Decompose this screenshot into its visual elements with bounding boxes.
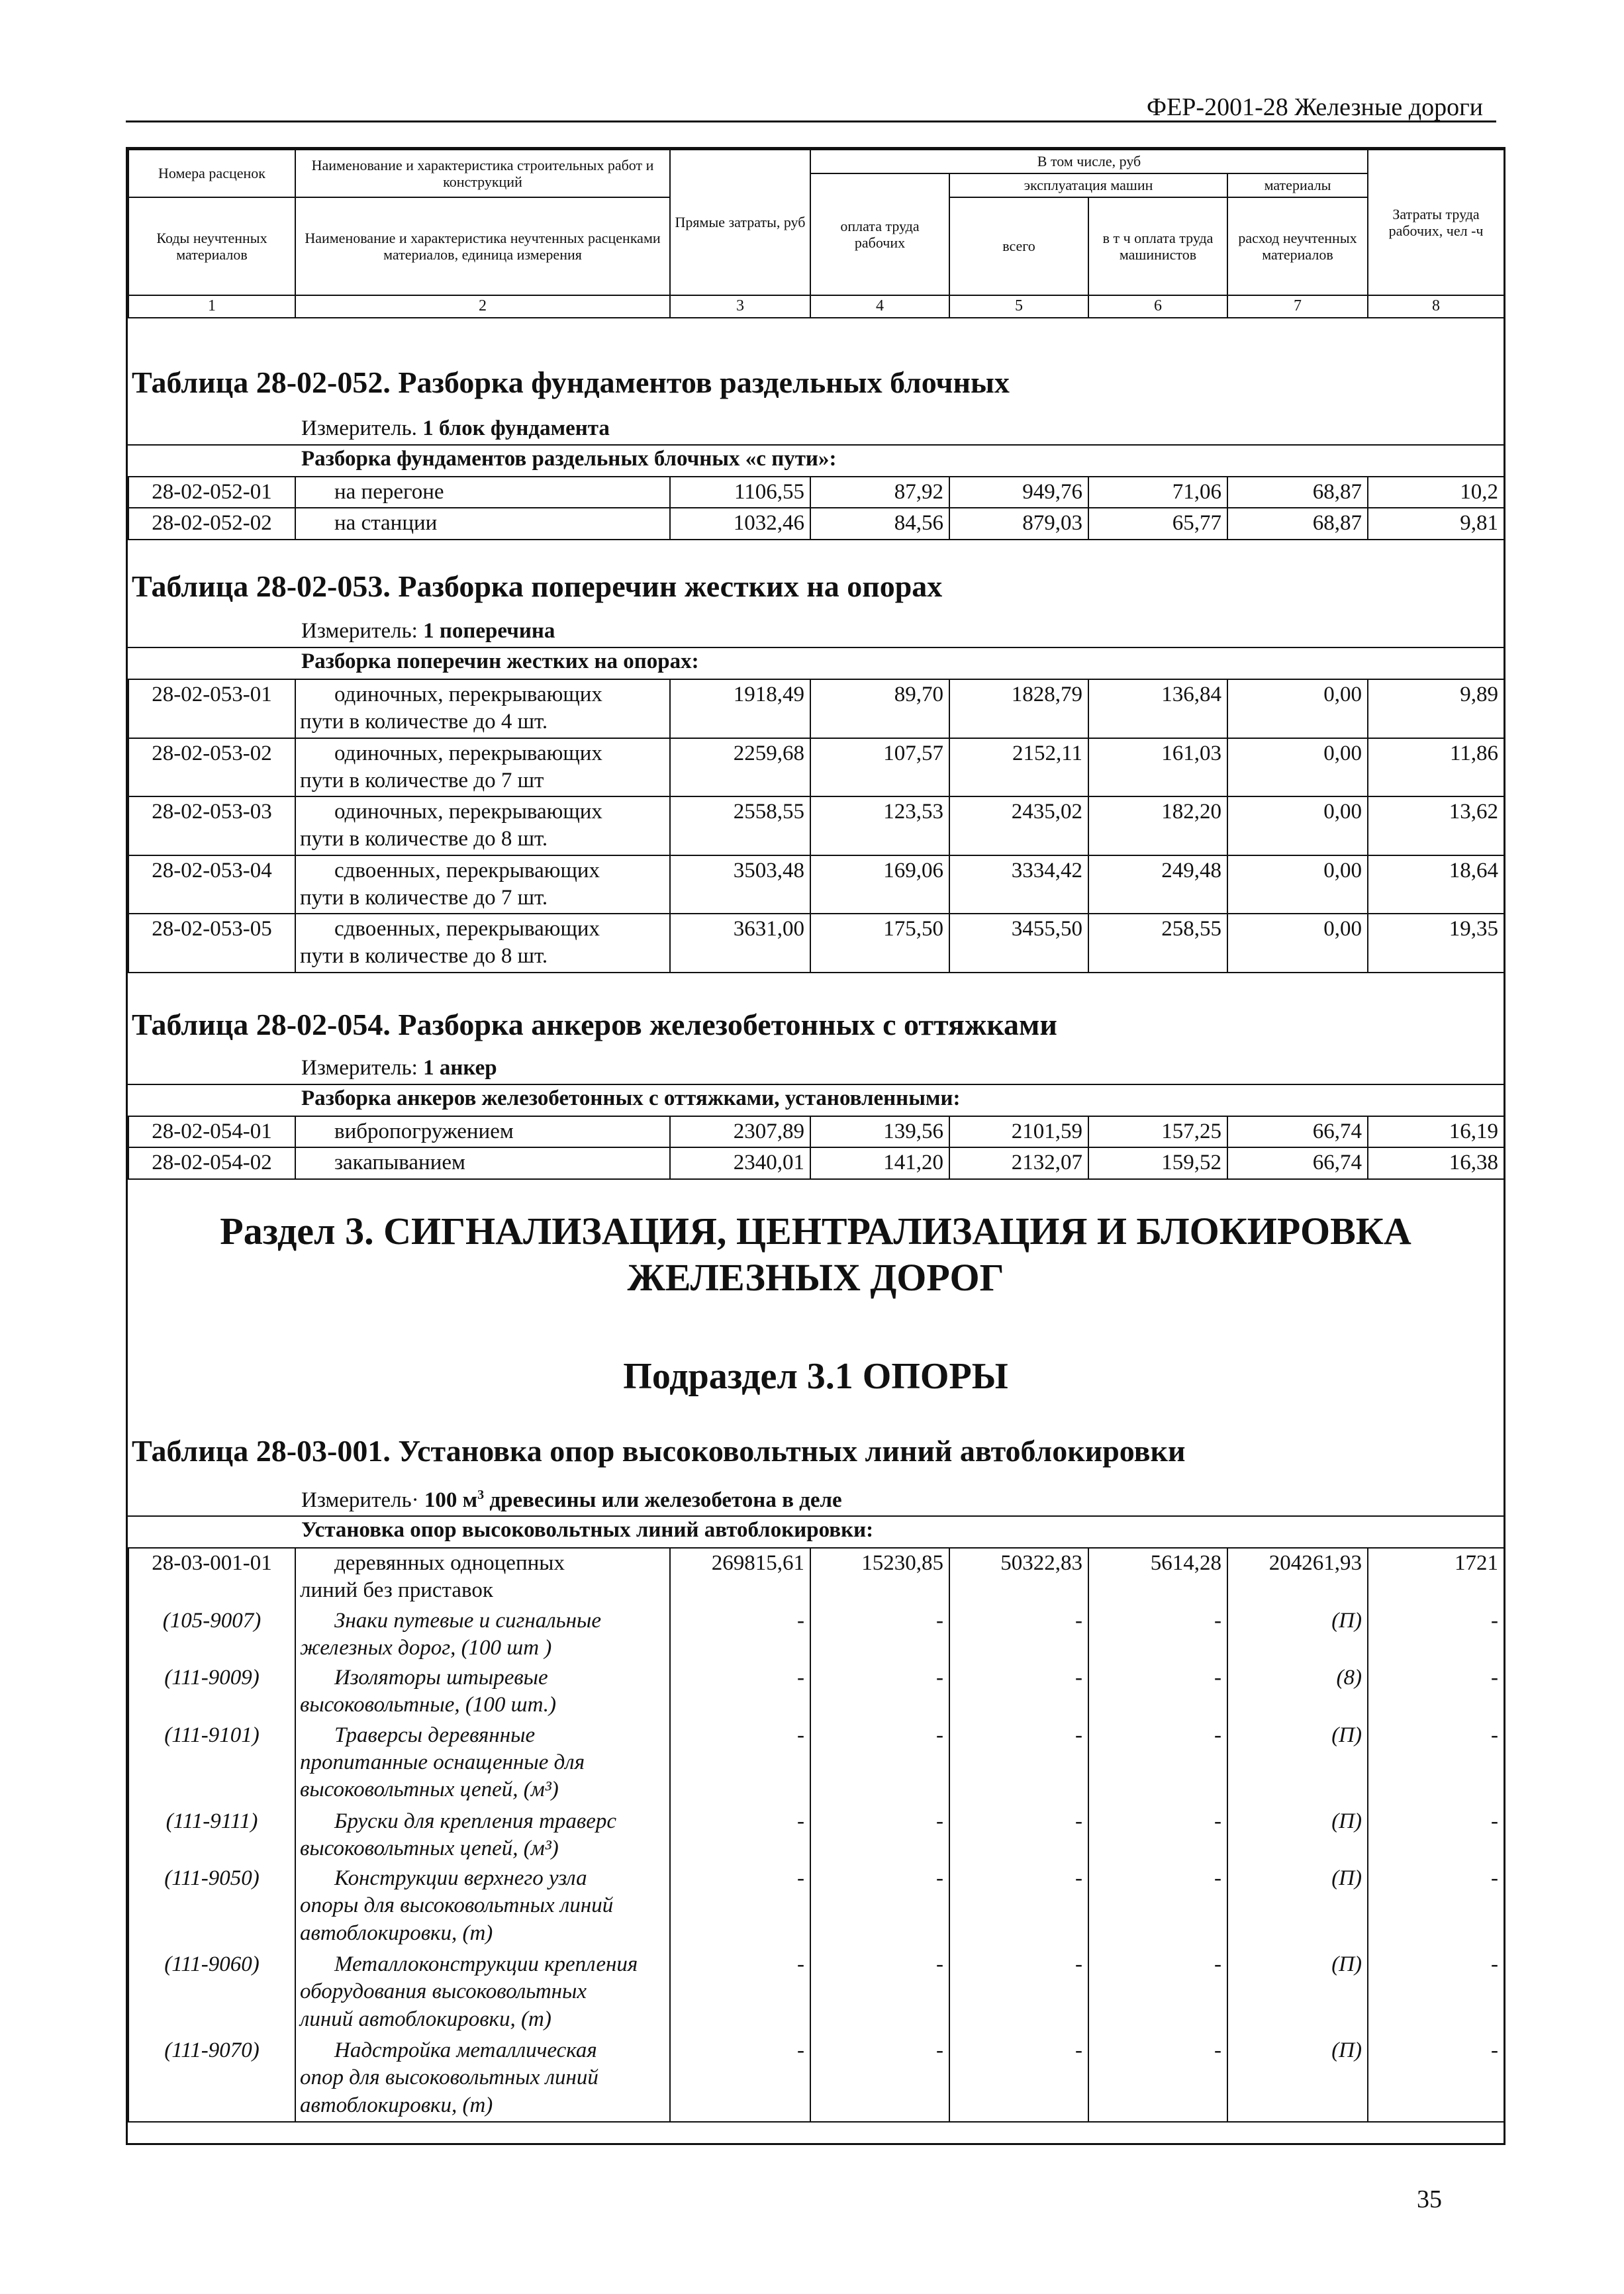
rate-name: деревянных одноцепных линий без приставок <box>295 1548 670 1606</box>
dash-cell: - <box>1088 1663 1227 1721</box>
materials-cost: 68,87 <box>1227 508 1368 539</box>
material-qty: (П) <box>1227 1950 1368 2036</box>
rate-code: 28-02-053-01 <box>128 679 295 738</box>
group-label: Разборка анкеров железобетонных с оттяжками, установленными: <box>301 1086 961 1110</box>
rates-table <box>128 476 1505 540</box>
material-name: Металлоконструкции крепления оборудования высоковольтных линий автоблокировки, (т) <box>295 1950 670 2036</box>
dash-cell: - <box>670 1663 810 1721</box>
rate-name: сдвоенных, перекрывающих пути в количестве до 8 шт. <box>295 914 670 973</box>
table-row <box>128 1663 1504 1721</box>
table-row <box>128 477 1504 508</box>
rate-name: одиночных, перекрывающих пути в количестве до 8 шт. <box>295 796 670 855</box>
direct-costs: 1032,46 <box>670 508 810 539</box>
material-code: (111-9101) <box>128 1721 295 1807</box>
material-qty: (П) <box>1227 1864 1368 1950</box>
rate-name: вибропогружением <box>295 1116 670 1147</box>
direct-costs: 2259,68 <box>670 738 810 797</box>
labor-hours: 19,35 <box>1368 914 1504 973</box>
rate-name: одиночных, перекрывающих пути в количестве до 7 шт <box>295 738 670 797</box>
materials-cost: 0,00 <box>1227 796 1368 855</box>
table-row <box>128 679 1504 738</box>
material-code: (111-9009) <box>128 1663 295 1721</box>
materials-cost: 66,74 <box>1227 1116 1368 1147</box>
dash-cell: - <box>1368 1663 1504 1721</box>
col-header-work-name: Наименование и характеристика строительных работ и конструкций <box>295 150 670 197</box>
table-title: Таблица 28-02-054. Разборка анкеров железобетонных с оттяжками <box>132 1008 1057 1041</box>
col-header-machines-total: всего <box>949 197 1088 295</box>
material-name: Траверсы деревянные пропитанные оснащенные для высоковольтных цепей, (м³) <box>295 1721 670 1807</box>
worker-pay: 89,70 <box>810 679 949 738</box>
col-header-including: В том числе, руб <box>810 150 1368 173</box>
materials-cost: 0,00 <box>1227 855 1368 914</box>
dash-cell: - <box>949 1864 1088 1950</box>
material-qty: (8) <box>1227 1663 1368 1721</box>
worker-pay: 84,56 <box>810 508 949 539</box>
worker-pay: 175,50 <box>810 914 949 973</box>
worker-pay: 169,06 <box>810 855 949 914</box>
col-header-material-codes: Коды неучтенных материалов <box>128 197 295 295</box>
labor-hours: 13,62 <box>1368 796 1504 855</box>
dash-cell: - <box>670 1864 810 1950</box>
material-name: Конструкции верхнего узла опоры для высоковольтных линий автоблокировки, (т) <box>295 1864 670 1950</box>
col-number: 2 <box>295 295 670 318</box>
direct-costs: 2340,01 <box>670 1147 810 1178</box>
col-header-materials: материалы <box>1227 173 1368 197</box>
table-row <box>128 1147 1504 1178</box>
table-title: Таблица 28-02-053. Разборка поперечин жестких на опорах <box>132 569 943 603</box>
col-header-worker-pay: оплата труда рабочих <box>810 173 949 295</box>
materials-cost: 204261,93 <box>1227 1548 1368 1606</box>
machines-total: 879,03 <box>949 508 1088 539</box>
dash-cell: - <box>810 1807 949 1864</box>
machinist-pay: 258,55 <box>1088 914 1227 973</box>
rates-table <box>128 1547 1505 2123</box>
machines-total: 1828,79 <box>949 679 1088 738</box>
machinist-pay: 136,84 <box>1088 679 1227 738</box>
dash-cell: - <box>1368 2036 1504 2122</box>
direct-costs: 1918,49 <box>670 679 810 738</box>
table-measure: Измеритель: 1 поперечина <box>301 619 555 643</box>
group-label: Установка опор высоковольтных линий автоблокировки: <box>301 1518 874 1542</box>
rate-code: 28-02-053-03 <box>128 796 295 855</box>
direct-costs: 269815,61 <box>670 1548 810 1606</box>
price-table-sheet <box>126 147 1505 2145</box>
direct-costs: 2558,55 <box>670 796 810 855</box>
dash-cell: - <box>1088 1807 1227 1864</box>
material-name: Бруски для крепления траверс высоковольтных цепей, (м³) <box>295 1807 670 1864</box>
rate-code: 28-02-054-02 <box>128 1147 295 1178</box>
machinist-pay: 159,52 <box>1088 1147 1227 1178</box>
section-title: Раздел 3. СИГНАЛИЗАЦИЯ, ЦЕНТРАЛИЗАЦИЯ И БЛОКИРОВКА ЖЕЛЕЗНЫХ ДОРОГ <box>220 1210 1411 1299</box>
table-row <box>128 796 1504 855</box>
dash-cell: - <box>1088 1864 1227 1950</box>
machines-total: 2152,11 <box>949 738 1088 797</box>
column-header-table <box>128 149 1505 318</box>
document-header-title: ФЕР-2001-28 Железные дороги <box>1147 93 1483 121</box>
subsection-title: Подраздел 3.1 ОПОРЫ <box>623 1356 1008 1397</box>
material-qty: (П) <box>1227 1721 1368 1807</box>
worker-pay: 139,56 <box>810 1116 949 1147</box>
table-row <box>128 1950 1504 2036</box>
machines-total: 3455,50 <box>949 914 1088 973</box>
labor-hours: 1721 <box>1368 1548 1504 1606</box>
table-row <box>128 738 1504 797</box>
group-label: Разборка фундаментов раздельных блочных «с пути»: <box>301 447 837 471</box>
machines-total: 3334,42 <box>949 855 1088 914</box>
labor-hours: 18,64 <box>1368 855 1504 914</box>
worker-pay: 107,57 <box>810 738 949 797</box>
machines-total: 2435,02 <box>949 796 1088 855</box>
dash-cell: - <box>1088 1950 1227 2036</box>
dash-cell: - <box>949 2036 1088 2122</box>
machinist-pay: 65,77 <box>1088 508 1227 539</box>
table-row <box>128 1606 1504 1664</box>
materials-cost: 0,00 <box>1227 914 1368 973</box>
col-header-labor: Затраты труда рабочих, чел -ч <box>1368 150 1504 295</box>
table-title: Таблица 28-03-001. Установка опор высоковольтных линий автоблокировки <box>132 1434 1186 1468</box>
material-name: Надстройка металлическая опор для высоковольтных линий автоблокировки, (т) <box>295 2036 670 2122</box>
col-number: 5 <box>949 295 1088 318</box>
labor-hours: 9,89 <box>1368 679 1504 738</box>
dash-cell: - <box>949 1721 1088 1807</box>
rate-name: сдвоенных, перекрывающих пути в количестве до 7 шт. <box>295 855 670 914</box>
dash-cell: - <box>670 2036 810 2122</box>
machines-total: 50322,83 <box>949 1548 1088 1606</box>
table-row <box>128 2036 1504 2122</box>
dash-cell: - <box>949 1663 1088 1721</box>
table-measure: Измеритель· 100 $м^3$ древесины или железобетона в деле <box>301 1488 842 1512</box>
col-number: 4 <box>810 295 949 318</box>
dash-cell: - <box>810 1606 949 1664</box>
dash-cell: - <box>1368 1807 1504 1864</box>
machinist-pay: 161,03 <box>1088 738 1227 797</box>
dash-cell: - <box>1368 1721 1504 1807</box>
direct-costs: 2307,89 <box>670 1116 810 1147</box>
materials-cost: 0,00 <box>1227 679 1368 738</box>
dash-cell: - <box>1368 1950 1504 2036</box>
rates-table <box>128 679 1505 973</box>
material-qty: (П) <box>1227 1807 1368 1864</box>
material-code: (111-9070) <box>128 2036 295 2122</box>
material-name: Изоляторы штыревые высоковольтные, (100 шт.) <box>295 1663 670 1721</box>
table-row <box>128 1548 1504 1606</box>
machinist-pay: 71,06 <box>1088 477 1227 508</box>
machines-total: 949,76 <box>949 477 1088 508</box>
table-row <box>128 1807 1504 1864</box>
col-header-materials-use: расход неучтенных материалов <box>1227 197 1368 295</box>
table-row <box>128 1116 1504 1147</box>
col-number: 7 <box>1227 295 1368 318</box>
dash-cell: - <box>810 2036 949 2122</box>
direct-costs: 3503,48 <box>670 855 810 914</box>
rate-code: 28-02-054-01 <box>128 1116 295 1147</box>
labor-hours: 10,2 <box>1368 477 1504 508</box>
dash-cell: - <box>1088 2036 1227 2122</box>
rate-name: на станции <box>295 508 670 539</box>
worker-pay: 123,53 <box>810 796 949 855</box>
labor-hours: 11,86 <box>1368 738 1504 797</box>
machinist-pay: 249,48 <box>1088 855 1227 914</box>
dash-cell: - <box>810 1721 949 1807</box>
rate-code: 28-02-052-01 <box>128 477 295 508</box>
dash-cell: - <box>949 1807 1088 1864</box>
labor-hours: 16,38 <box>1368 1147 1504 1178</box>
rates-table <box>128 1116 1505 1180</box>
col-header-machinist-pay: в т ч оплата труда машинистов <box>1088 197 1227 295</box>
rate-name: на перегоне <box>295 477 670 508</box>
material-code: (111-9050) <box>128 1864 295 1950</box>
materials-cost: 66,74 <box>1227 1147 1368 1178</box>
col-header-direct-costs: Прямые затраты, руб <box>670 150 810 295</box>
col-number: 6 <box>1088 295 1227 318</box>
table-title: Таблица 28-02-052. Разборка фундаментов раздельных блочных <box>132 365 1010 399</box>
machinist-pay: 5614,28 <box>1088 1548 1227 1606</box>
machinist-pay: 182,20 <box>1088 796 1227 855</box>
machines-total: 2101,59 <box>949 1116 1088 1147</box>
table-measure: Измеритель. 1 блок фундамента <box>301 416 610 440</box>
col-number: 8 <box>1368 295 1504 318</box>
rate-code: 28-02-052-02 <box>128 508 295 539</box>
material-name: Знаки путевые и сигнальные железных дорог, (100 шт ) <box>295 1606 670 1664</box>
col-header-material-name: Наименование и характеристика неучтенных расценками материалов, единица измерения <box>295 197 670 295</box>
worker-pay: 87,92 <box>810 477 949 508</box>
dash-cell: - <box>670 1950 810 2036</box>
worker-pay: 15230,85 <box>810 1548 949 1606</box>
material-qty: (П) <box>1227 2036 1368 2122</box>
rate-name: закапыванием <box>295 1147 670 1178</box>
dash-cell: - <box>670 1807 810 1864</box>
table-row <box>128 914 1504 973</box>
header-rule <box>126 120 1496 122</box>
dash-cell: - <box>670 1721 810 1807</box>
page-number: 35 <box>1417 2185 1442 2213</box>
dash-cell: - <box>810 1663 949 1721</box>
rate-code: 28-02-053-02 <box>128 738 295 797</box>
rate-name: одиночных, перекрывающих пути в количестве до 4 шт. <box>295 679 670 738</box>
group-label: Разборка поперечин жестких на опорах: <box>301 649 699 673</box>
dash-cell: - <box>1088 1721 1227 1807</box>
material-qty: (П) <box>1227 1606 1368 1664</box>
dash-cell: - <box>949 1606 1088 1664</box>
table-row <box>128 1864 1504 1950</box>
material-code: (105-9007) <box>128 1606 295 1664</box>
material-code: (111-9111) <box>128 1807 295 1864</box>
table-row <box>128 855 1504 914</box>
materials-cost: 68,87 <box>1227 477 1368 508</box>
direct-costs: 3631,00 <box>670 914 810 973</box>
machinist-pay: 157,25 <box>1088 1116 1227 1147</box>
direct-costs: 1106,55 <box>670 477 810 508</box>
dash-cell: - <box>1368 1864 1504 1950</box>
labor-hours: 16,19 <box>1368 1116 1504 1147</box>
machines-total: 2132,07 <box>949 1147 1088 1178</box>
col-number: 3 <box>670 295 810 318</box>
rate-code: 28-02-053-05 <box>128 914 295 973</box>
col-number: 1 <box>128 295 295 318</box>
col-header-rate-numbers: Номера расценок <box>128 150 295 197</box>
materials-cost: 0,00 <box>1227 738 1368 797</box>
labor-hours: 9,81 <box>1368 508 1504 539</box>
table-row <box>128 508 1504 539</box>
table-row <box>128 1721 1504 1807</box>
dash-cell: - <box>1368 1606 1504 1664</box>
rate-code: 28-03-001-01 <box>128 1548 295 1606</box>
col-header-machines: эксплуатация машин <box>949 173 1227 197</box>
dash-cell: - <box>949 1950 1088 2036</box>
dash-cell: - <box>810 1950 949 2036</box>
dash-cell: - <box>670 1606 810 1664</box>
material-code: (111-9060) <box>128 1950 295 2036</box>
rate-code: 28-02-053-04 <box>128 855 295 914</box>
dash-cell: - <box>1088 1606 1227 1664</box>
dash-cell: - <box>810 1864 949 1950</box>
table-measure: Измеритель: 1 анкер <box>301 1056 497 1080</box>
worker-pay: 141,20 <box>810 1147 949 1178</box>
